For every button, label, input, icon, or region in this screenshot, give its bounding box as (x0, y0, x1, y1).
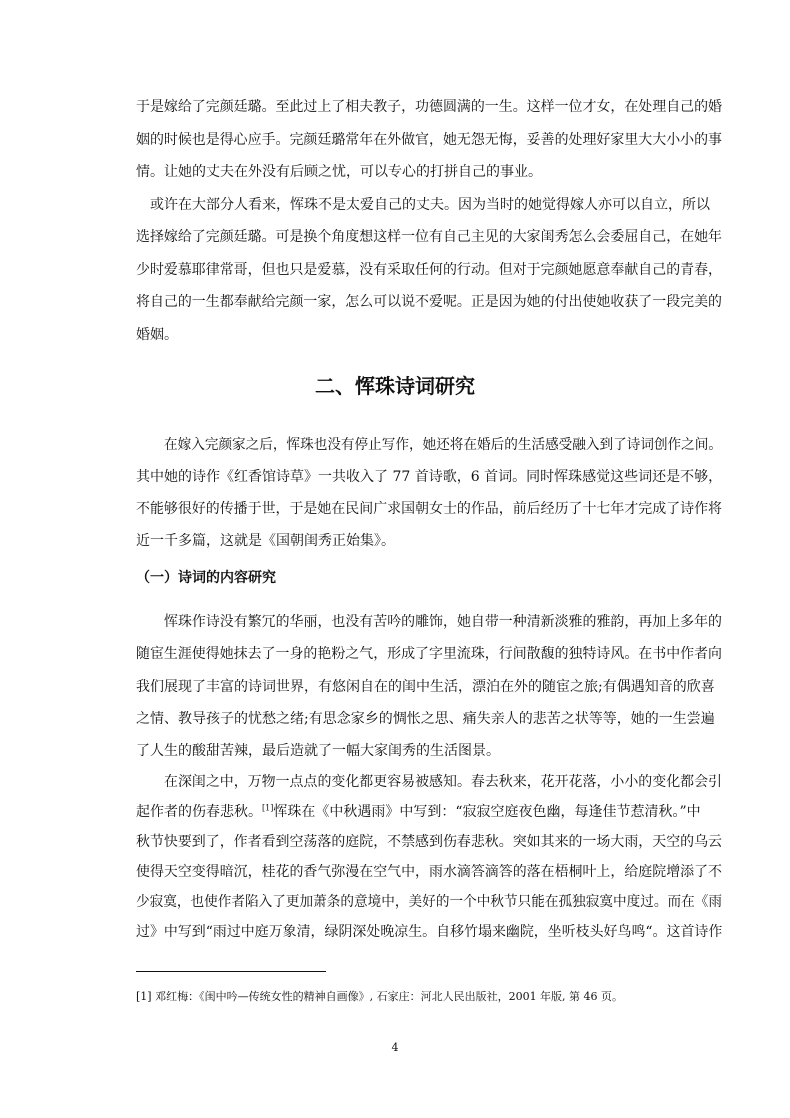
body-text-line: 少寂寞，也使作者陷入了更加萧条的意境中，美好的一个中秋节只能在孤独寂寞中度过。而在《雨 (136, 894, 722, 910)
body-text-line: 在嫁入完颜家之后，恽珠也没有停止写作，她还将在婚后的生活感受融入到了诗词创作之间。 (164, 437, 722, 453)
body-text-line: 在深闺之中，万物一点点的变化都更容易被感知。春去秋来，花开花落，小小的变化都会引 (164, 774, 722, 790)
body-text-line: 之情、教导孩子的忧愁之绪;有思念家乡的惆怅之思、痛失亲人的悲苦之状等等，她的一生尝遍 (136, 711, 715, 727)
body-text-line: 不能够很好的传播于世，于是她在民间广求国朝女士的作品，前后经历了十七年才完成了诗作将 (136, 501, 722, 517)
body-text-line: 选择嫁给了完颜廷璐。可是换个角度想这样一位有自己主见的大家闺秀怎么会委屈自己，在她年 (136, 229, 722, 245)
page-number: 4 (391, 1041, 399, 1054)
body-text-line: 使得天空变得暗沉，桂花的香气弥漫在空气中，雨水滴答滴答的落在梧桐叶上，给庭院增添了不 (136, 864, 722, 880)
body-text-fragment: 起作者的伤春悲秋。 (136, 804, 262, 820)
body-text-line: 于是嫁给了完颜廷璐。至此过上了相夫教子，功德圆满的一生。这样一位才女，在处理自己的婚 (136, 99, 722, 115)
footnote: [1] 邓红梅：《闺中吟—传统女性的精神自画像》, 石家庄：河北人民出版社，2001 年版, 第 46 页。 (136, 990, 624, 1003)
body-text-line: 恽珠作诗没有繁冗的华丽，也没有苦吟的雕饰，她自带一种清新淡雅的雅韵，再加上多年的 (164, 614, 722, 630)
body-text-line: 少时爱慕耶律常哥，但也只是爱慕，没有采取任何的行动。但对于完颜她愿意奉献自己的青春， (136, 262, 722, 278)
footnote-reference[interactable]: [1] (262, 803, 274, 813)
body-text-line: 将自己的一生都奉献给完颜一家，怎么可以说不爱呢。正是因为她的付出使她收获了一段完美的 (136, 294, 722, 310)
body-text-line: 随宦生涯使得她抹去了一身的艳粉之气，形成了字里流珠，行间散馥的独特诗风。在书中作者向 (136, 646, 722, 662)
footnote-separator (136, 971, 326, 972)
body-text-line: 或许在大部分人看来，恽珠不是太爱自己的丈夫。因为当时的她觉得嫁人亦可以自立，所以 (150, 197, 710, 213)
body-text-line: 近一千多篇，这就是《国朝闺秀正始集》。 (136, 533, 395, 549)
body-text-line (136, 802, 701, 822)
body-text-line: 过》中写到“雨过中庭万象清，绿阴深处晚凉生。自移竹塌来幽院，坐听枝头好鸟鸣“。这首诗作 (136, 924, 723, 940)
body-text-fragment: 恽珠在《中秋遇雨》中写到：“寂寂空庭夜色幽，每逢佳节惹清秋。”中 (273, 804, 701, 820)
section-heading: 二、恽珠诗词研究 (315, 374, 475, 398)
body-text-line: 姻的时候也是得心应手。完颜廷璐常年在外做官，她无怨无悔，妥善的处理好家里大大小小的事 (136, 132, 722, 148)
body-text-line: 其中她的诗作《红香馆诗草》一共收入了 77 首诗歌，6 首词。同时恽珠感觉这些词还是不够， (136, 469, 723, 485)
body-text-line: 了人生的酸甜苦辣，最后造就了一幅大家闺秀的生活图景。 (136, 743, 500, 759)
body-text-line: 我们展现了丰富的诗词世界，有悠闲自在的闺中生活，漂泊在外的随宦之旅;有偶遇知音的欣喜 (136, 679, 715, 695)
subsection-heading: （一）诗词的内容研究 (136, 570, 276, 586)
body-text-line: 婚姻。 (136, 327, 178, 343)
body-text-line: 情。让她的丈夫在外没有后顾之忧，可以专心的打拼自己的事业。 (136, 164, 542, 180)
body-text-line: 秋节快要到了，作者看到空荡落的庭院，不禁感到伤春悲秋。突如其来的一场大雨，天空的乌云 (136, 834, 722, 850)
